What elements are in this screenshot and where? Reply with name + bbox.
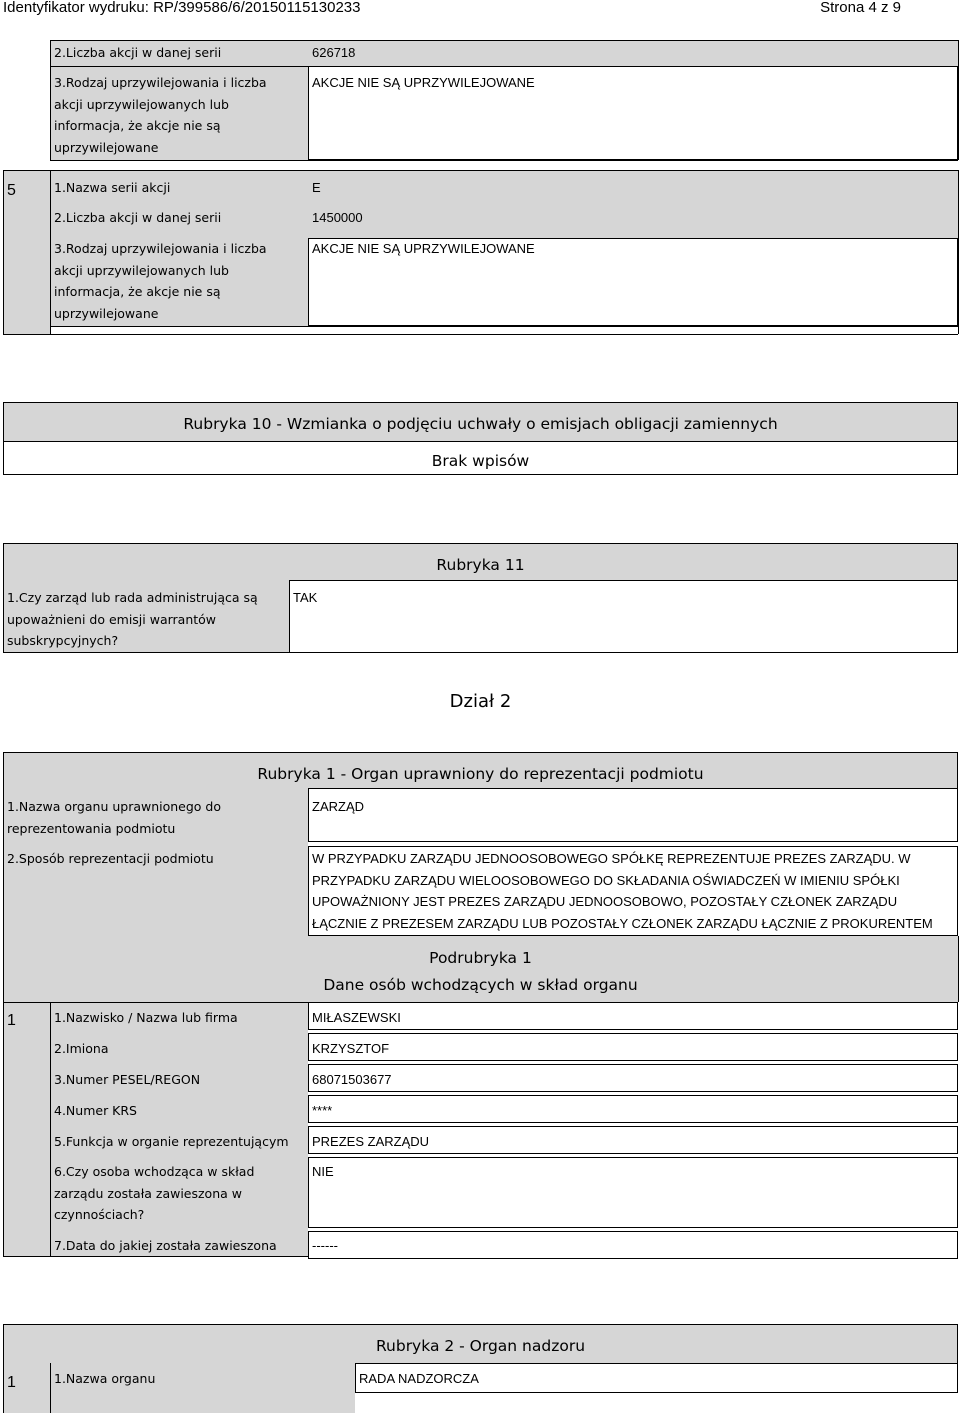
series-name-label: 1.Nazwa serii akcji (54, 180, 171, 195)
person-field-label: 3.Numer PESEL/REGON (54, 1072, 201, 1087)
podrubryka-1-subtitle: Dane osób wchodzących w skład organu (323, 976, 638, 994)
person-field-label: 2.Imiona (54, 1041, 109, 1056)
organ-name-label: 1.Nazwa organu uprawnionego do reprezentowania podmiotu (7, 799, 222, 836)
series-name-value: E (312, 180, 321, 195)
series-count-value: 626718 (312, 45, 356, 60)
series-number: 5 (7, 182, 16, 199)
rubryka-11-title: Rubryka 11 (436, 556, 525, 574)
person-field-value: MIŁASZEWSKI (312, 1010, 401, 1025)
warrants-answer: TAK (293, 590, 318, 605)
series-count-value: 1450000 (312, 210, 363, 225)
warrants-question: 1.Czy zarząd lub rada administrująca są upoważnieni do emisji warrantów subskrypcyjnych? (7, 590, 258, 648)
page-number: Strona 4 z 9 (820, 0, 901, 16)
rubryka-1-title: Rubryka 1 - Organ uprawniony do reprezentacji podmiotu (257, 765, 704, 783)
person-field-label: 5.Funkcja w organie reprezentującym (54, 1134, 289, 1149)
print-identifier: Identyfikator wydruku: RP/399586/6/20150115130233 (3, 0, 361, 16)
section-title: Dział 2 (449, 691, 512, 712)
rubryka-10-title: Rubryka 10 - Wzmianka o podjęciu uchwały o emisjach obligacji zamiennych (183, 415, 778, 433)
person-field-value: PREZES ZARZĄDU (312, 1134, 430, 1149)
series-type-label: 3.Rodzaj uprzywilejowania i liczba akcji uprzywilejowanych lub informacja, że akcje nie są uprzywilejowane (54, 241, 267, 321)
organ-number: 1 (7, 1374, 16, 1391)
representation-method-label: 2.Sposób reprezentacji podmiotu (7, 851, 214, 866)
person-field-label: 7.Data do jakiej została zawieszona (54, 1238, 277, 1253)
series-type-value: AKCJE NIE SĄ UPRZYWILEJOWANE (312, 75, 535, 90)
person-field-value: 68071503677 (312, 1072, 392, 1087)
person-field-label: 1.Nazwisko / Nazwa lub firma (54, 1010, 238, 1025)
podrubryka-1-title: Podrubryka 1 (429, 949, 532, 967)
rubryka-2-title: Rubryka 2 - Organ nadzoru (375, 1337, 586, 1355)
person-field-value: NIE (312, 1164, 334, 1179)
person-field-value: KRZYSZTOF (312, 1041, 390, 1056)
supervisory-organ-value: RADA NADZORCZA (359, 1371, 479, 1386)
representation-method-value: W PRZYPADKU ZARZĄDU JEDNOOSOBOWEGO SPÓŁKĘ REPREZENTUJE PREZES ZARZĄDU. W PRZYPADKU ZARZĄDU WIELOOSOBOWEGO DO SKŁADANIA OŚWIADCZEŃ W IMIENIU SPÓŁKI UPOWAŻNIONY JEST PREZES ZARZĄDU JEDNOOSOBOWO, POZOSTAŁY CZŁONEK ZARZĄDU ŁĄCZNIE Z PREZESEM ZARZĄDU LUB POZOSTAŁY CZŁONEK ZARZĄDU ŁĄCZNIE Z PROKURENTEM (312, 851, 933, 931)
person-field-label: 6.Czy osoba wchodząca w skład zarządu została zawieszona w czynnościach? (54, 1164, 255, 1222)
series-count-label: 2.Liczba akcji w danej serii (54, 210, 222, 225)
series-count-label: 2.Liczba akcji w danej serii (54, 45, 222, 60)
organ-name-value: ZARZĄD (312, 799, 364, 814)
supervisory-organ-label: 1.Nazwa organu (54, 1371, 156, 1386)
series-type-label: 3.Rodzaj uprzywilejowania i liczba akcji uprzywilejowanych lub informacja, że akcje nie są uprzywilejowane (54, 75, 267, 155)
person-number: 1 (7, 1012, 16, 1029)
person-field-label: 4.Numer KRS (54, 1103, 137, 1118)
person-field-value: ------ (312, 1238, 338, 1253)
series-type-value: AKCJE NIE SĄ UPRZYWILEJOWANE (312, 241, 535, 256)
no-entries-text: Brak wpisów (431, 452, 530, 470)
person-field-value: **** (312, 1103, 333, 1118)
